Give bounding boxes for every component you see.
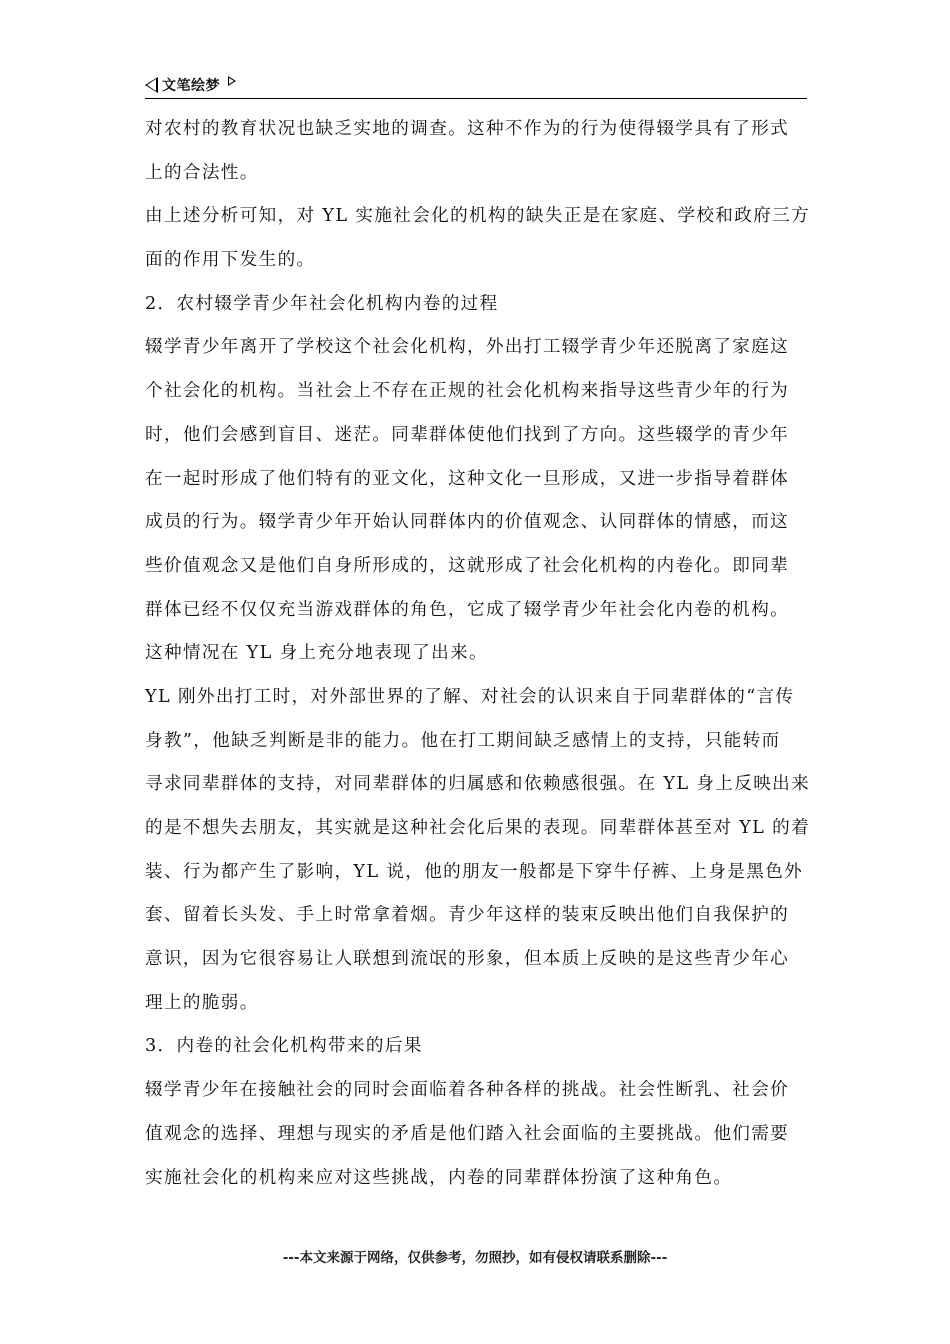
text-line: 成员的行为。辍学青少年开始认同群体内的价值观念、认同群体的情感，而这 (145, 512, 790, 533)
text-line: 些价值观念又是他们自身所形成的，这就形成了社会化机构的内卷化。即同辈 (145, 555, 790, 576)
text-line: 在一起时形成了他们特有的亚文化，这种文化一旦形成，又进一步指导着群体 (145, 468, 790, 489)
text-line: 由上述分析可知，对 YL 实施社会化的机构的缺失正是在家庭、学校和政府三方 (145, 206, 811, 227)
page-header (145, 72, 807, 99)
header-brand: 文笔绘梦 (162, 78, 220, 94)
section-heading: 3．内卷的社会化机构带来的后果 (145, 1036, 423, 1057)
text-line: 时，他们会感到盲目、迷茫。同辈群体使他们找到了方向。这些辍学的青少年 (145, 424, 790, 445)
text-line: 身教”，他缺乏判断是非的能力。他在打工期间缺乏感情上的支持，只能转而 (145, 730, 781, 751)
text-line: 的是不想失去朋友，其实就是这种社会化后果的表现。同辈群体甚至对 YL 的着 (145, 818, 811, 838)
text-line: 装、行为都产生了影响，YL 说，他的朋友一般都是下穿牛仔裤、上身是黑色外 (145, 861, 804, 882)
text-line: 辍学青少年在接触社会的同时会面临着各种各样的挑战。社会性断乳、社会价 (145, 1080, 790, 1101)
text-line: 寻求同辈群体的支持，对同辈群体的归属感和依赖感很强。在 YL 身上反映出来 (145, 774, 811, 795)
text-line: 上的合法性。 (145, 162, 259, 183)
text-line: 辍学青少年离开了学校这个社会化机构，外出打工辍学青少年还脱离了家庭这 (145, 337, 790, 358)
text-line: 个社会化的机构。当社会上不存在正规的社会化机构来指导这些青少年的行为 (145, 381, 790, 402)
text-line: 套、留着长头发、手上时常拿着烟。青少年这样的装束反映出他们自我保护的 (145, 905, 790, 926)
triangle-left-icon (145, 77, 158, 93)
text-line: YL 刚外出打工时，对外部世界的了解、对社会的认识来自于同辈群体的“言传 (145, 686, 795, 707)
text-line: 意识，因为它很容易让人联想到流氓的形象，但本质上反映的是这些青少年心 (145, 949, 790, 970)
text-line: 值观念的选择、理想与现实的矛盾是他们踏入社会面临的主要挑战。他们需要 (145, 1123, 790, 1144)
section-heading: 2．农村辍学青少年社会化机构内卷的过程 (145, 293, 499, 314)
text-line: 对农村的教育状况也缺乏实地的调查。这种不作为的行为使得辍学具有了形式 (145, 119, 790, 139)
text-line: 实施社会化的机构来应对这些挑战，内卷的同辈群体扮演了这种角色。 (145, 1167, 733, 1188)
text-line: 这种情况在 YL 身上充分地表现了出来。 (145, 643, 488, 664)
text-line: 面的作用下发生的。 (145, 250, 316, 271)
text-line: 群体已经不仅仅充当游戏群体的角色，它成了辍学青少年社会化内卷的机构。 (145, 599, 790, 620)
footer-disclaimer: ---本文来源于网络，仅供参考，勿照抄，如有侵权请联系删除--- (282, 1250, 668, 1266)
document-body (145, 108, 811, 1200)
text-line: 理上的脆弱。 (145, 992, 259, 1013)
triangle-right-icon (228, 76, 236, 86)
